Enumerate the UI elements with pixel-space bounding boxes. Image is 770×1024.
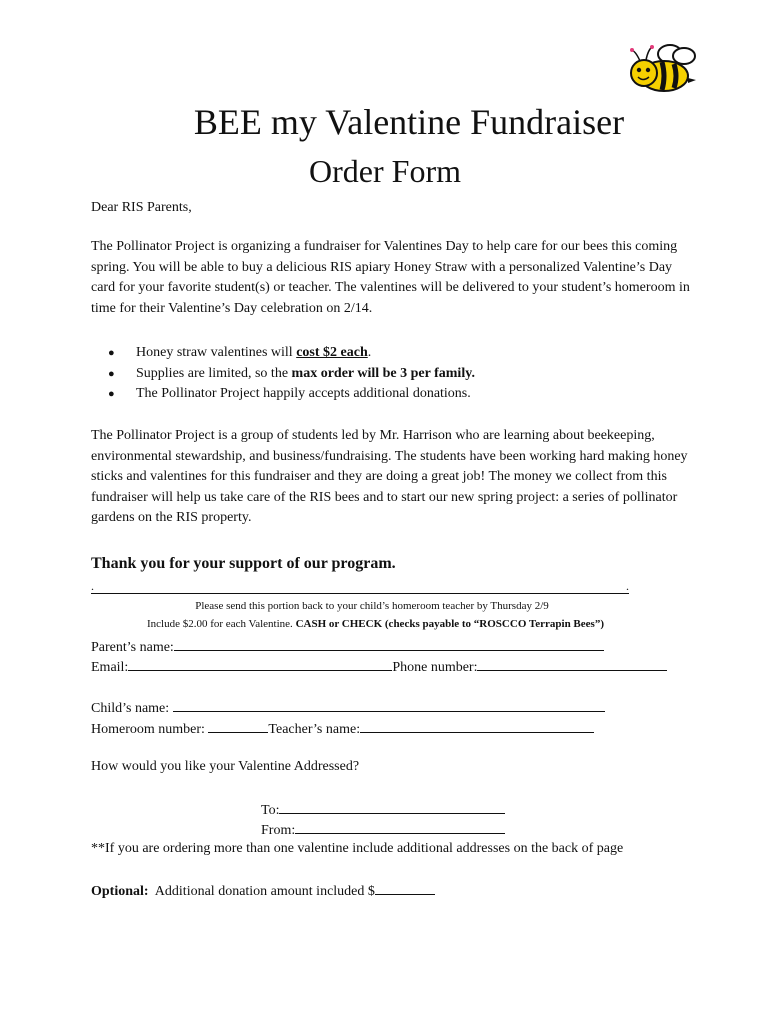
teacher-label: Teacher’s name: [268,722,361,737]
donation-blank[interactable] [375,880,435,895]
parent-name-label: Parent’s name: [91,640,174,655]
parent-name-field[interactable] [91,636,604,657]
email-label: Email: [91,660,129,675]
phone-blank[interactable] [477,656,667,671]
email-blank[interactable] [128,656,392,671]
bee-icon [626,40,698,98]
bullet-item: ● The Pollinator Project happily accepts additional donations. [108,384,475,405]
to-field[interactable] [261,799,505,820]
email-field[interactable] [91,656,667,677]
bullet-item: ● Supplies are limited, so the max order will be 3 per family. [108,364,475,385]
intro-paragraph: The Pollinator Project is organizing a fundraiser for Valentines Day to help care for our bees this coming spring. You will be able to buy a delicious RIS apiary Honey Straw with a personalized Valentine’s Day card for your favorite student(s) or teacher. The valentines will be delivered to your student’s homeroom in time for their Valentine’s Day celebration on 2/14. [91,239,690,316]
return-instructions: Please send this portion back to your child’s homeroom teacher by Thursday 2/9 [195,600,549,612]
address-question: How would you like your Valentine Addressed? [91,759,360,774]
info-bullets [108,343,475,405]
donation-label: Additional donation amount included $ [148,884,375,899]
salutation: Dear RIS Parents, [91,200,192,215]
payment-instructions: Include $2.00 for each Valentine. CASH or CHECK (checks payable to “ROSCCO Terrapin Bees”) [147,618,604,630]
child-name-label: Child’s name: [91,701,173,716]
donation-field[interactable] [91,880,435,901]
cut-line-divider [91,577,629,594]
homeroom-field[interactable] [91,718,594,739]
from-blank[interactable] [295,819,505,834]
cut-mark-left: . [91,579,94,593]
to-blank[interactable] [279,799,505,814]
thank-you-heading: Thank you for your support of our program. [91,555,396,572]
page-title: BEE my Valentine Fundraiser [193,102,625,142]
phone-label: Phone number: [392,660,478,675]
optional-label: Optional: [91,884,149,899]
child-name-blank[interactable] [173,697,605,712]
cut-mark-right: . [626,579,629,593]
from-label: From: [261,823,296,838]
bullet-item: ● Honey straw valentines will cost $2 each. [108,343,475,364]
child-name-field[interactable] [91,697,605,718]
page-subtitle: Order Form [309,153,461,189]
about-paragraph: The Pollinator Project is a group of students led by Mr. Harrison who are learning about beekeeping, environmental stewardship, and business/fundraising. The students have been working hard making honey sticks and valentines for this fundraiser and they are doing a great job! The money we collect from this fundraiser will help us take care of the RIS bees and to start our new spring project: a series of pollinator gardens on the RIS property. [91,428,688,525]
homeroom-label: Homeroom number: [91,722,209,737]
teacher-blank[interactable] [360,718,594,733]
homeroom-blank[interactable] [208,718,268,733]
multiple-order-note: **If you are ordering more than one valentine include additional addresses on the back of page [91,841,624,856]
parent-name-blank[interactable] [174,636,604,651]
from-field[interactable] [261,819,505,840]
to-label: To: [261,803,280,818]
